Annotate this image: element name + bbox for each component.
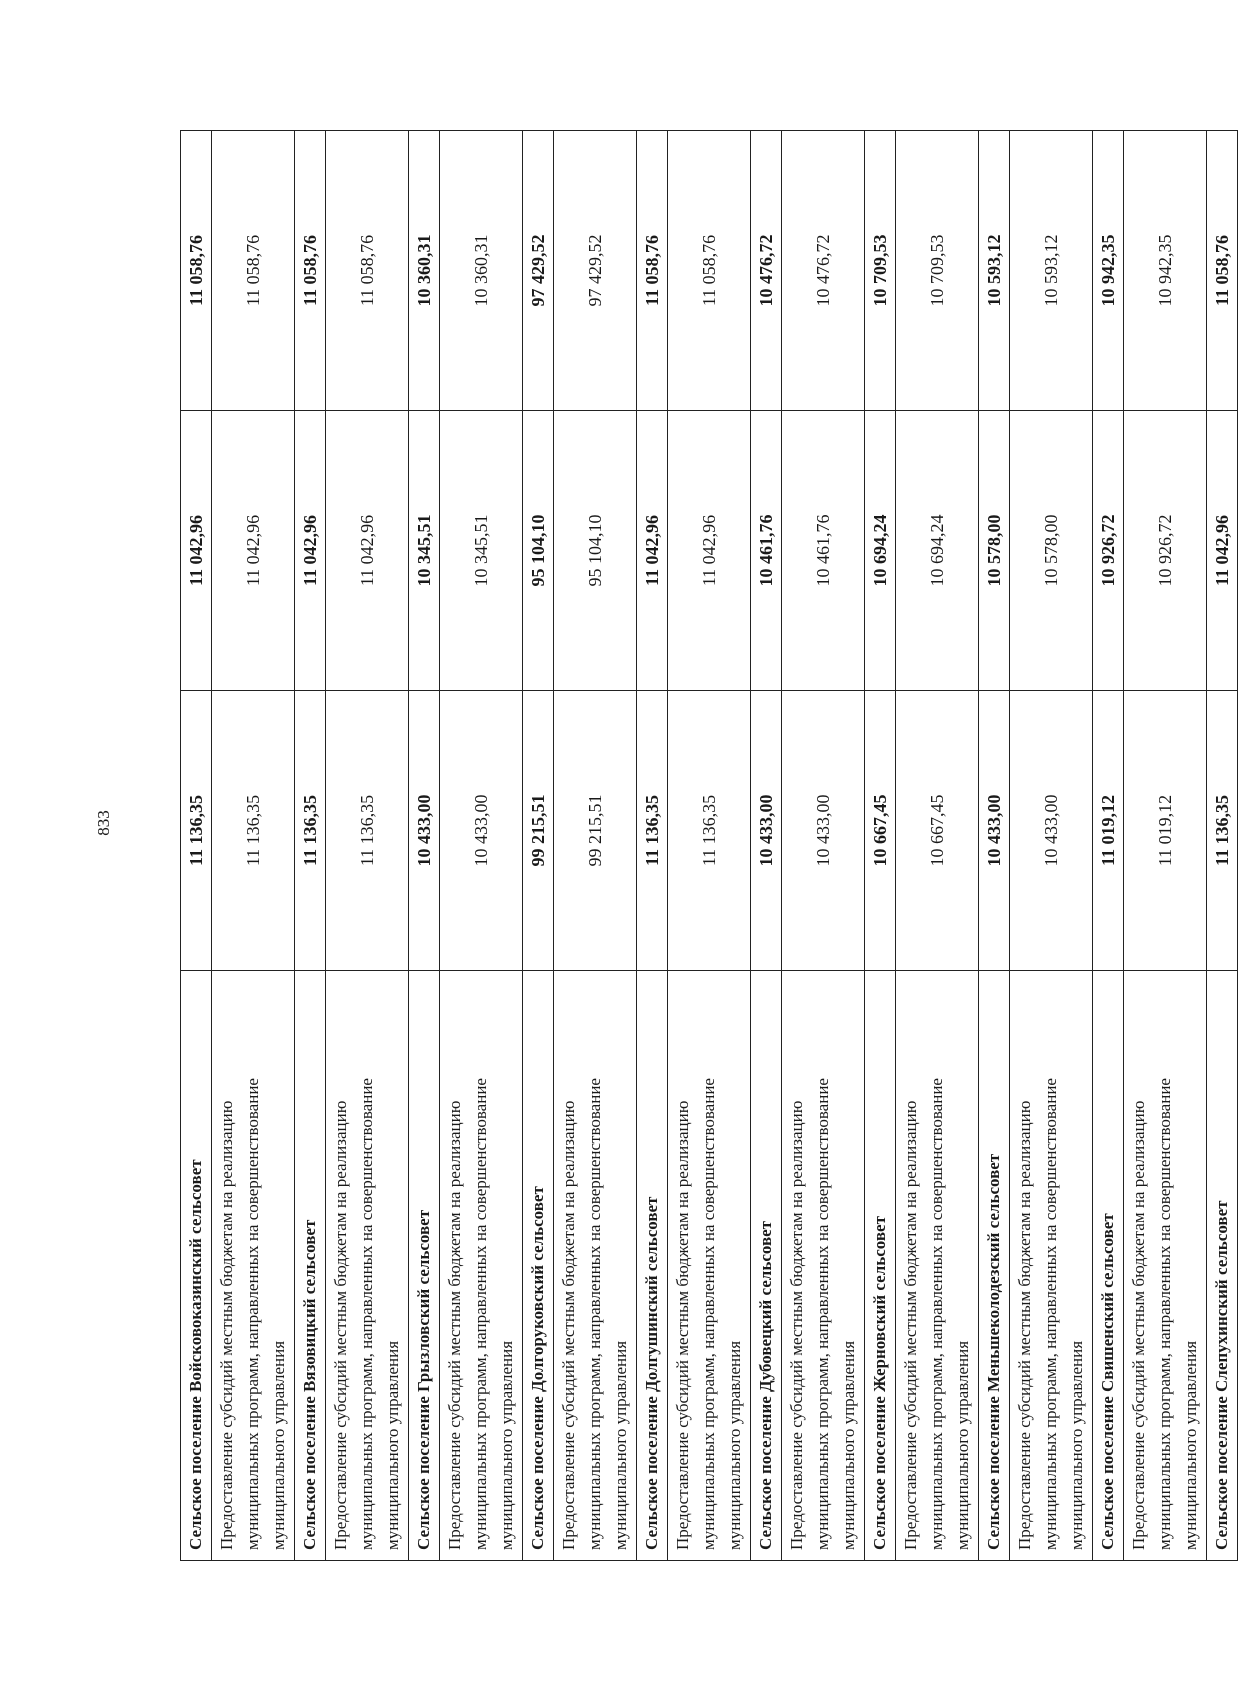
table-row bbox=[751, 131, 782, 1561]
row-value-2: 10 345,51 bbox=[440, 411, 523, 691]
row-value-3: 11 058,76 bbox=[295, 131, 326, 411]
row-value-1: 11 136,35 bbox=[668, 691, 751, 971]
table-row bbox=[440, 131, 523, 1561]
row-name: Сельское поселение Вязовицкий сельсовет bbox=[295, 971, 326, 1561]
row-value-2: 10 578,00 bbox=[1010, 411, 1093, 691]
row-name: Предоставление субсидий местным бюджетам на реализацию муниципальных программ, направленных на совершенствование муниципального управления bbox=[326, 971, 409, 1561]
row-value-1: 10 433,00 bbox=[409, 691, 440, 971]
row-value-2: 10 461,76 bbox=[782, 411, 865, 691]
row-value-2: 11 042,96 bbox=[181, 411, 212, 691]
row-name: Сельское поселение Долгоруковский сельсовет bbox=[523, 971, 554, 1561]
table-row bbox=[782, 131, 865, 1561]
row-value-2: 10 926,72 bbox=[1124, 411, 1207, 691]
row-name: Сельское поселение Грызловский сельсовет bbox=[409, 971, 440, 1561]
table-row bbox=[1010, 131, 1093, 1561]
table-row bbox=[409, 131, 440, 1561]
row-value-2: 10 926,72 bbox=[1093, 411, 1124, 691]
budget-table-container bbox=[180, 131, 1232, 1561]
row-value-2: 10 578,00 bbox=[979, 411, 1010, 691]
row-name: Сельское поселение Долгушинский сельсовет bbox=[637, 971, 668, 1561]
row-value-3: 10 593,12 bbox=[1010, 131, 1093, 411]
row-name: Сельское поселение Дубовецкий сельсовет bbox=[751, 971, 782, 1561]
row-name: Предоставление субсидий местным бюджетам на реализацию муниципальных программ, направленных на совершенствование муниципального управления bbox=[782, 971, 865, 1561]
row-value-2: 10 345,51 bbox=[409, 411, 440, 691]
table-row bbox=[865, 131, 896, 1561]
row-value-1: 10 667,45 bbox=[865, 691, 896, 971]
budget-table bbox=[180, 130, 1238, 1561]
row-value-1: 11 136,35 bbox=[1207, 691, 1238, 971]
row-value-1: 10 433,00 bbox=[751, 691, 782, 971]
table-row bbox=[554, 131, 637, 1561]
row-value-2: 11 042,96 bbox=[668, 411, 751, 691]
row-value-2: 10 694,24 bbox=[865, 411, 896, 691]
row-value-2: 11 042,96 bbox=[637, 411, 668, 691]
budget-table-body bbox=[181, 131, 1238, 1561]
row-value-3: 10 360,31 bbox=[409, 131, 440, 411]
row-value-3: 11 058,76 bbox=[637, 131, 668, 411]
row-value-2: 95 104,10 bbox=[523, 411, 554, 691]
row-value-1: 99 215,51 bbox=[523, 691, 554, 971]
row-value-1: 11 019,12 bbox=[1124, 691, 1207, 971]
row-name: Предоставление субсидий местным бюджетам на реализацию муниципальных программ, направленных на совершенствование муниципального управления bbox=[1124, 971, 1207, 1561]
row-name: Предоставление субсидий местным бюджетам на реализацию муниципальных программ, направленных на совершенствование муниципального управления bbox=[440, 971, 523, 1561]
row-value-1: 10 433,00 bbox=[782, 691, 865, 971]
row-value-3: 10 709,53 bbox=[896, 131, 979, 411]
row-value-1: 11 136,35 bbox=[326, 691, 409, 971]
table-row bbox=[181, 131, 212, 1561]
row-name: Сельское поселение Жерновский сельсовет bbox=[865, 971, 896, 1561]
row-value-1: 11 136,35 bbox=[637, 691, 668, 971]
row-value-3: 10 476,72 bbox=[751, 131, 782, 411]
row-value-3: 97 429,52 bbox=[523, 131, 554, 411]
table-row bbox=[1093, 131, 1124, 1561]
row-value-1: 11 136,35 bbox=[181, 691, 212, 971]
row-name: Предоставление субсидий местным бюджетам на реализацию муниципальных программ, направленных на совершенствование муниципального управления bbox=[896, 971, 979, 1561]
row-value-1: 11 136,35 bbox=[212, 691, 295, 971]
page-number: 833 bbox=[94, 810, 113, 836]
table-row bbox=[979, 131, 1010, 1561]
row-value-1: 10 433,00 bbox=[440, 691, 523, 971]
row-value-3: 11 058,76 bbox=[212, 131, 295, 411]
row-value-2: 11 042,96 bbox=[1207, 411, 1238, 691]
row-value-3: 97 429,52 bbox=[554, 131, 637, 411]
row-value-3: 11 058,76 bbox=[326, 131, 409, 411]
row-value-3: 11 058,76 bbox=[668, 131, 751, 411]
row-value-3: 10 360,31 bbox=[440, 131, 523, 411]
row-value-3: 10 709,53 bbox=[865, 131, 896, 411]
row-value-2: 11 042,96 bbox=[295, 411, 326, 691]
row-value-3: 10 593,12 bbox=[979, 131, 1010, 411]
row-value-3: 11 058,76 bbox=[1207, 131, 1238, 411]
row-value-1: 10 667,45 bbox=[896, 691, 979, 971]
row-value-2: 11 042,96 bbox=[326, 411, 409, 691]
row-name: Сельское поселение Войсковоказинский сельсовет bbox=[181, 971, 212, 1561]
table-row bbox=[637, 131, 668, 1561]
row-name: Сельское поселение Слепухинский сельсовет bbox=[1207, 971, 1238, 1561]
row-name: Предоставление субсидий местным бюджетам на реализацию муниципальных программ, направленных на совершенствование муниципального управления bbox=[554, 971, 637, 1561]
row-name: Предоставление субсидий местным бюджетам на реализацию муниципальных программ, направленных на совершенствование муниципального управления bbox=[1010, 971, 1093, 1561]
row-value-3: 10 942,35 bbox=[1124, 131, 1207, 411]
row-value-1: 11 019,12 bbox=[1093, 691, 1124, 971]
row-name: Предоставление субсидий местным бюджетам на реализацию муниципальных программ, направленных на совершенствование муниципального управления bbox=[212, 971, 295, 1561]
row-value-2: 10 461,76 bbox=[751, 411, 782, 691]
row-value-1: 99 215,51 bbox=[554, 691, 637, 971]
row-value-3: 10 942,35 bbox=[1093, 131, 1124, 411]
row-value-2: 11 042,96 bbox=[212, 411, 295, 691]
table-row bbox=[295, 131, 326, 1561]
row-value-1: 11 136,35 bbox=[295, 691, 326, 971]
table-row bbox=[212, 131, 295, 1561]
row-value-2: 95 104,10 bbox=[554, 411, 637, 691]
row-name: Предоставление субсидий местным бюджетам на реализацию муниципальных программ, направленных на совершенствование муниципального управления bbox=[668, 971, 751, 1561]
table-row bbox=[1124, 131, 1207, 1561]
row-name: Сельское поселение Меньшеколодезский сельсовет bbox=[979, 971, 1010, 1561]
table-row bbox=[668, 131, 751, 1561]
row-name: Сельское поселение Свишенский сельсовет bbox=[1093, 971, 1124, 1561]
table-row bbox=[523, 131, 554, 1561]
table-row bbox=[326, 131, 409, 1561]
table-row bbox=[1207, 131, 1238, 1561]
row-value-3: 10 476,72 bbox=[782, 131, 865, 411]
row-value-3: 11 058,76 bbox=[181, 131, 212, 411]
row-value-1: 10 433,00 bbox=[1010, 691, 1093, 971]
row-value-2: 10 694,24 bbox=[896, 411, 979, 691]
table-row bbox=[896, 131, 979, 1561]
row-value-1: 10 433,00 bbox=[979, 691, 1010, 971]
